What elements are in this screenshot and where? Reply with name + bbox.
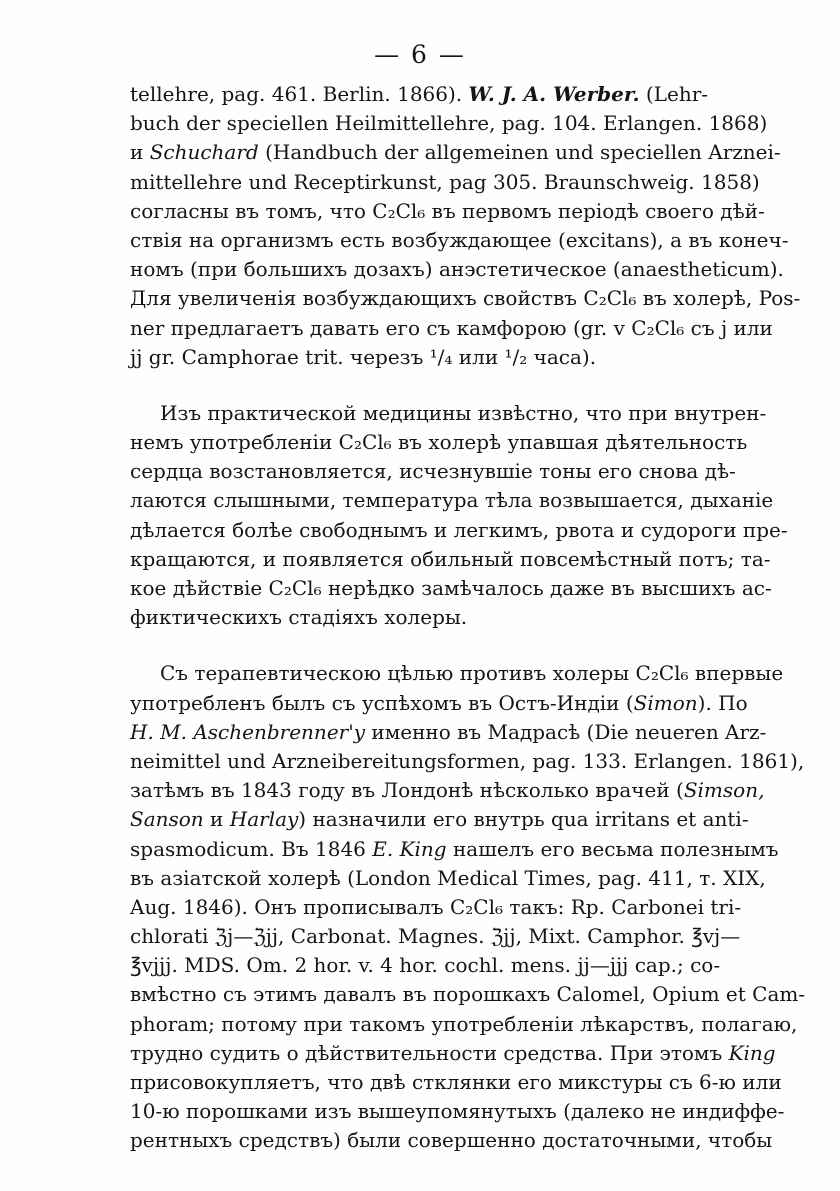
text-line <box>130 747 805 776</box>
text-line <box>130 428 748 457</box>
text-segment: Simon <box>633 690 698 715</box>
text-segment: Съ терапевтическою цѣлью противъ холеры C₂Cl₆ впервые <box>160 661 784 686</box>
text-segment: лаются слышными, температура тѣла возвышается, дыханіе <box>130 488 774 513</box>
text-segment: номъ (при большихъ дозахъ) анэстетическое (anaestheticum). <box>130 257 784 282</box>
text-segment: употребленъ былъ съ успѣхомъ въ Остъ-Индіи ( <box>130 690 634 715</box>
text-segment: Изъ практической медицины извѣстно, что при внутрен- <box>160 400 767 425</box>
text-segment: neimittel und Arzneibereitungsformen, pag. 133. Erlangen. 1861), <box>130 748 805 773</box>
text-segment: и <box>203 807 230 832</box>
text-segment: spasmodicum. Въ 1846 <box>130 836 373 861</box>
text-segment: въ азіатской холерѣ (London Medical Times, pag. 411, т. XIX, <box>130 865 766 890</box>
text-line <box>130 659 784 688</box>
text-segment: Simson, <box>683 778 765 803</box>
text-line <box>130 343 708 372</box>
text-segment: Aug. 1846). Онъ прописывалъ C₂Cl₆ такъ: Rp. Carbonei tri- <box>130 894 742 919</box>
text-line <box>130 1126 773 1155</box>
text-line <box>130 1097 785 1126</box>
text-line <box>130 168 760 197</box>
text-line <box>130 1010 798 1039</box>
text-segment: ). По <box>697 690 748 715</box>
text-segment: сердца возстановляется, исчезнувшіе тоны его снова дѣ- <box>130 459 736 484</box>
text-segment: именно въ Мадрасѣ (Die neueren Arz- <box>365 719 767 744</box>
text-segment: ) назначили его внутрь qua irritans et anti- <box>298 807 749 832</box>
text-line <box>130 893 742 922</box>
text-segment: кое дѣйствіе C₂Cl₆ нерѣдко замѣчалось даже въ высшихъ ас- <box>130 576 772 600</box>
text-line <box>130 284 801 313</box>
text-line <box>130 138 781 167</box>
paragraph-gap <box>130 372 708 399</box>
text-segment: нашелъ его весьма полезнымъ <box>446 836 779 861</box>
text-segment: ner предлагаетъ давать его съ камфорою (gr. v C₂Cl₆ съ j или <box>130 315 773 340</box>
text-segment: mittellehre und Receptirkunst, pag 305. Braunschweig. 1858) <box>130 169 760 194</box>
text-segment: фиктическихъ стадіяхъ холеры. <box>130 605 468 630</box>
text-segment: King <box>728 1040 776 1065</box>
page-number: — 6 — <box>374 40 466 69</box>
text-segment: jj gr. Camphorae trit. черезъ ¹/₄ или ¹/₂ часа). <box>130 344 597 369</box>
text-segment: дѣлается болѣе свободнымъ и легкимъ, рвота и судороги пре- <box>130 517 788 542</box>
text-segment: (Lehr- <box>639 82 709 106</box>
text-line <box>130 255 784 284</box>
text-segment: chlorati ℨj—ℨjj, Carbonat. Magnes. ℨjj, Mixt. Camphor. ℥vj— <box>130 924 741 949</box>
text-line <box>130 603 708 632</box>
text-line <box>130 197 765 226</box>
text-segment: присовокупляетъ, что двѣ стклянки его микстуры съ 6-ю или <box>130 1070 782 1094</box>
text-segment: buch der speciellen Heilmittellehre, pag. 104. Erlangen. 1868) <box>130 111 768 136</box>
text-line <box>130 109 768 138</box>
text-segment: (Handbuch der allgemeinen und speciellen Arznei- <box>258 140 781 165</box>
text-line <box>130 718 767 747</box>
text-line <box>130 689 748 718</box>
text-segment: трудно судить о дѣйствительности средства. При этомъ <box>130 1040 729 1065</box>
text-segment: Harlay <box>229 807 299 832</box>
text-segment: E. King <box>372 836 447 861</box>
text-segment: 10-ю порошками изъ вышеупомянутыхъ (далеко не индиффе- <box>130 1099 785 1124</box>
text-line <box>130 516 788 545</box>
text-segment: вмѣстно съ этимъ давалъ въ порошкахъ Calomel, Opium et Cam- <box>130 982 806 1007</box>
text-segment: tellehre, pag. 461. Berlin. 1866). <box>130 82 469 106</box>
text-segment: H. M. Aschenbrenner'y <box>130 719 366 744</box>
text-line <box>130 864 766 893</box>
paragraph <box>130 80 801 372</box>
paragraph <box>130 659 806 1155</box>
text-line <box>130 486 774 515</box>
text-line <box>130 980 806 1009</box>
text-segment: ствія на организмъ есть возбуждающее (excitans), а въ конеч- <box>130 227 789 252</box>
body-text <box>130 80 806 1156</box>
paragraph <box>130 399 788 633</box>
text-line <box>130 1068 782 1097</box>
text-segment: согласны въ томъ, что C₂Cl₆ въ первомъ періодѣ своего дѣй- <box>130 198 765 223</box>
text-line <box>130 545 771 574</box>
text-line <box>130 574 772 603</box>
text-line <box>130 1039 776 1068</box>
text-line <box>130 80 708 109</box>
text-segment: Для увеличенія возбуждающихъ свойствъ C₂Cl₆ въ холерѣ, Pos- <box>130 286 801 311</box>
text-segment: W. J. A. Werber. <box>468 82 640 106</box>
text-line <box>130 922 741 951</box>
text-line <box>130 835 779 864</box>
text-segment: Sanson <box>130 807 204 832</box>
text-line <box>130 457 736 486</box>
text-line <box>130 314 773 343</box>
text-line <box>130 226 789 255</box>
text-segment: Schuchard <box>149 140 259 165</box>
text-line <box>130 805 749 834</box>
paragraph-gap <box>130 632 708 659</box>
text-segment: ℥vjjj. MDS. Om. 2 hor. v. 4 hor. cochl. mens. jj—jjj cap.; со- <box>130 953 721 978</box>
text-segment: рентныхъ средствъ) были совершенно достаточными, чтобы <box>130 1128 773 1153</box>
text-line <box>130 951 721 980</box>
text-segment: затѣмъ въ 1843 году въ Лондонѣ нѣсколько врачей ( <box>130 778 684 803</box>
text-segment: phoram; потому при такомъ употребленіи лѣкарствъ, полагаю, <box>130 1011 798 1036</box>
text-line <box>130 776 765 805</box>
text-segment: кращаются, и появляется обильный повсемѣстный потъ; та- <box>130 546 771 571</box>
text-segment: и <box>130 140 150 165</box>
text-segment: немъ употребленіи C₂Cl₆ въ холерѣ упавшая дѣятельность <box>130 430 748 455</box>
text-line <box>130 399 767 428</box>
